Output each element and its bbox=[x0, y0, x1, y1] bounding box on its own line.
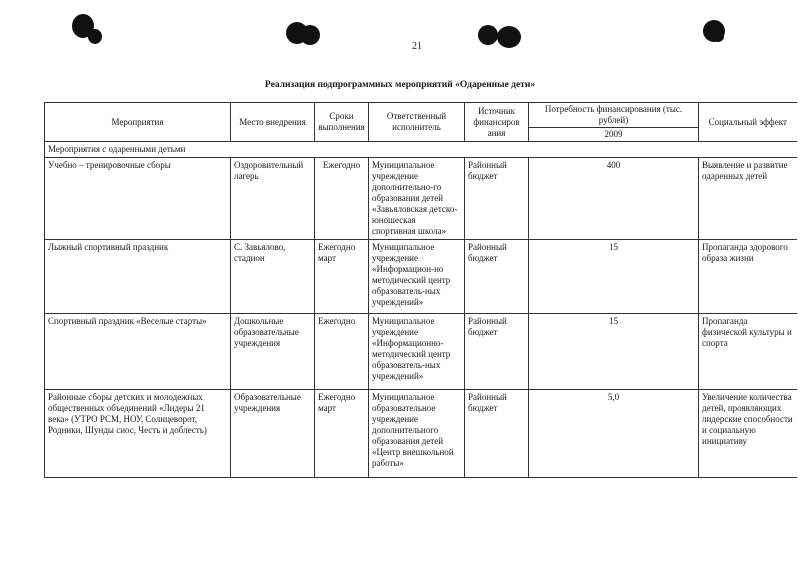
cell-source: Районный бюджет bbox=[465, 240, 529, 314]
cell-source: Районный бюджет bbox=[465, 158, 529, 240]
cell-responsible: Муниципальное образовательное учреждение дополнительного образования детей «Центр внешкольной работы» bbox=[369, 390, 465, 478]
table-row bbox=[45, 158, 797, 240]
cell-place: Образовательные учреждения bbox=[231, 390, 315, 478]
table-row bbox=[45, 390, 797, 478]
cell-event: Спортивный праздник «Веселые старты» bbox=[45, 314, 231, 390]
cell-terms: Ежегодно bbox=[315, 158, 369, 240]
cell-amount: 15 bbox=[529, 314, 699, 390]
cell-effect: Пропаганда здорового образа жизни bbox=[699, 240, 797, 314]
section-title: Мероприятия с одаренными детьми bbox=[45, 142, 797, 158]
redaction-mark bbox=[300, 25, 320, 45]
cell-terms: Ежегодно bbox=[315, 314, 369, 390]
header-place: Место внедрения bbox=[231, 103, 315, 142]
redaction-mark bbox=[497, 26, 521, 48]
redaction-mark bbox=[478, 25, 498, 45]
cell-amount: 5,0 bbox=[529, 390, 699, 478]
cell-effect: Выявление и развитие одаренных детей bbox=[699, 158, 797, 240]
header-year: 2009 bbox=[529, 128, 699, 142]
cell-place: Оздоровительный лагерь bbox=[231, 158, 315, 240]
cell-terms: Ежегодно март bbox=[315, 240, 369, 314]
header-source: Источник финансиров ания bbox=[465, 103, 529, 142]
header-row bbox=[45, 103, 797, 128]
cell-place: Дошкольные образовательные учреждения bbox=[231, 314, 315, 390]
header-event: Мероприятия bbox=[45, 103, 231, 142]
cell-effect: Пропаганда физической культуры и спорта bbox=[699, 314, 797, 390]
cell-event: Лыжный спортивный праздник bbox=[45, 240, 231, 314]
redaction-mark bbox=[88, 29, 102, 44]
cell-source: Районный бюджет bbox=[465, 390, 529, 478]
cell-event: Учебно – тренировочные сборы bbox=[45, 158, 231, 240]
document-title: Реализация подпрограммных мероприятий «Одаренные дети» bbox=[264, 80, 536, 90]
table-row bbox=[45, 240, 797, 314]
cell-amount: 15 bbox=[529, 240, 699, 314]
cell-responsible: Муниципальное учреждение «Информацион-но методический центр образователь-ных учреждений» bbox=[369, 240, 465, 314]
cell-amount: 400 bbox=[529, 158, 699, 240]
header-funding: Потребность финансирования (тыс. рублей) bbox=[529, 103, 699, 128]
header-responsible: Ответственный исполнитель bbox=[369, 103, 465, 142]
events-table bbox=[44, 102, 797, 478]
redaction-mark bbox=[712, 31, 724, 42]
cell-source: Районный бюджет bbox=[465, 314, 529, 390]
header-terms: Сроки выполнения bbox=[315, 103, 369, 142]
cell-responsible: Муниципальное учреждение дополнительно-го образования детей «Завьяловская детско-юношеская спортивная школа» bbox=[369, 158, 465, 240]
table-row bbox=[45, 314, 797, 390]
cell-place: С. Завьялово, стадион bbox=[231, 240, 315, 314]
section-row bbox=[45, 142, 797, 158]
page-number: 21 bbox=[412, 41, 422, 52]
cell-terms: Ежегодно март bbox=[315, 390, 369, 478]
header-effect: Социальный эффект bbox=[699, 103, 797, 142]
cell-responsible: Муниципальное учреждение «Информационно-методический центр образователь-ных учреждений» bbox=[369, 314, 465, 390]
cell-event: Районные сборы детских и молодежных общественных объединений «Лидеры 21 века» (УТРО РСМ, НОУ, Солнцеворот, Родники, Шунды сиос, Честь и доблесть) bbox=[45, 390, 231, 478]
cell-effect: Увеличение количества детей, проявляющих лидерские способности и социальную инициативу bbox=[699, 390, 797, 478]
